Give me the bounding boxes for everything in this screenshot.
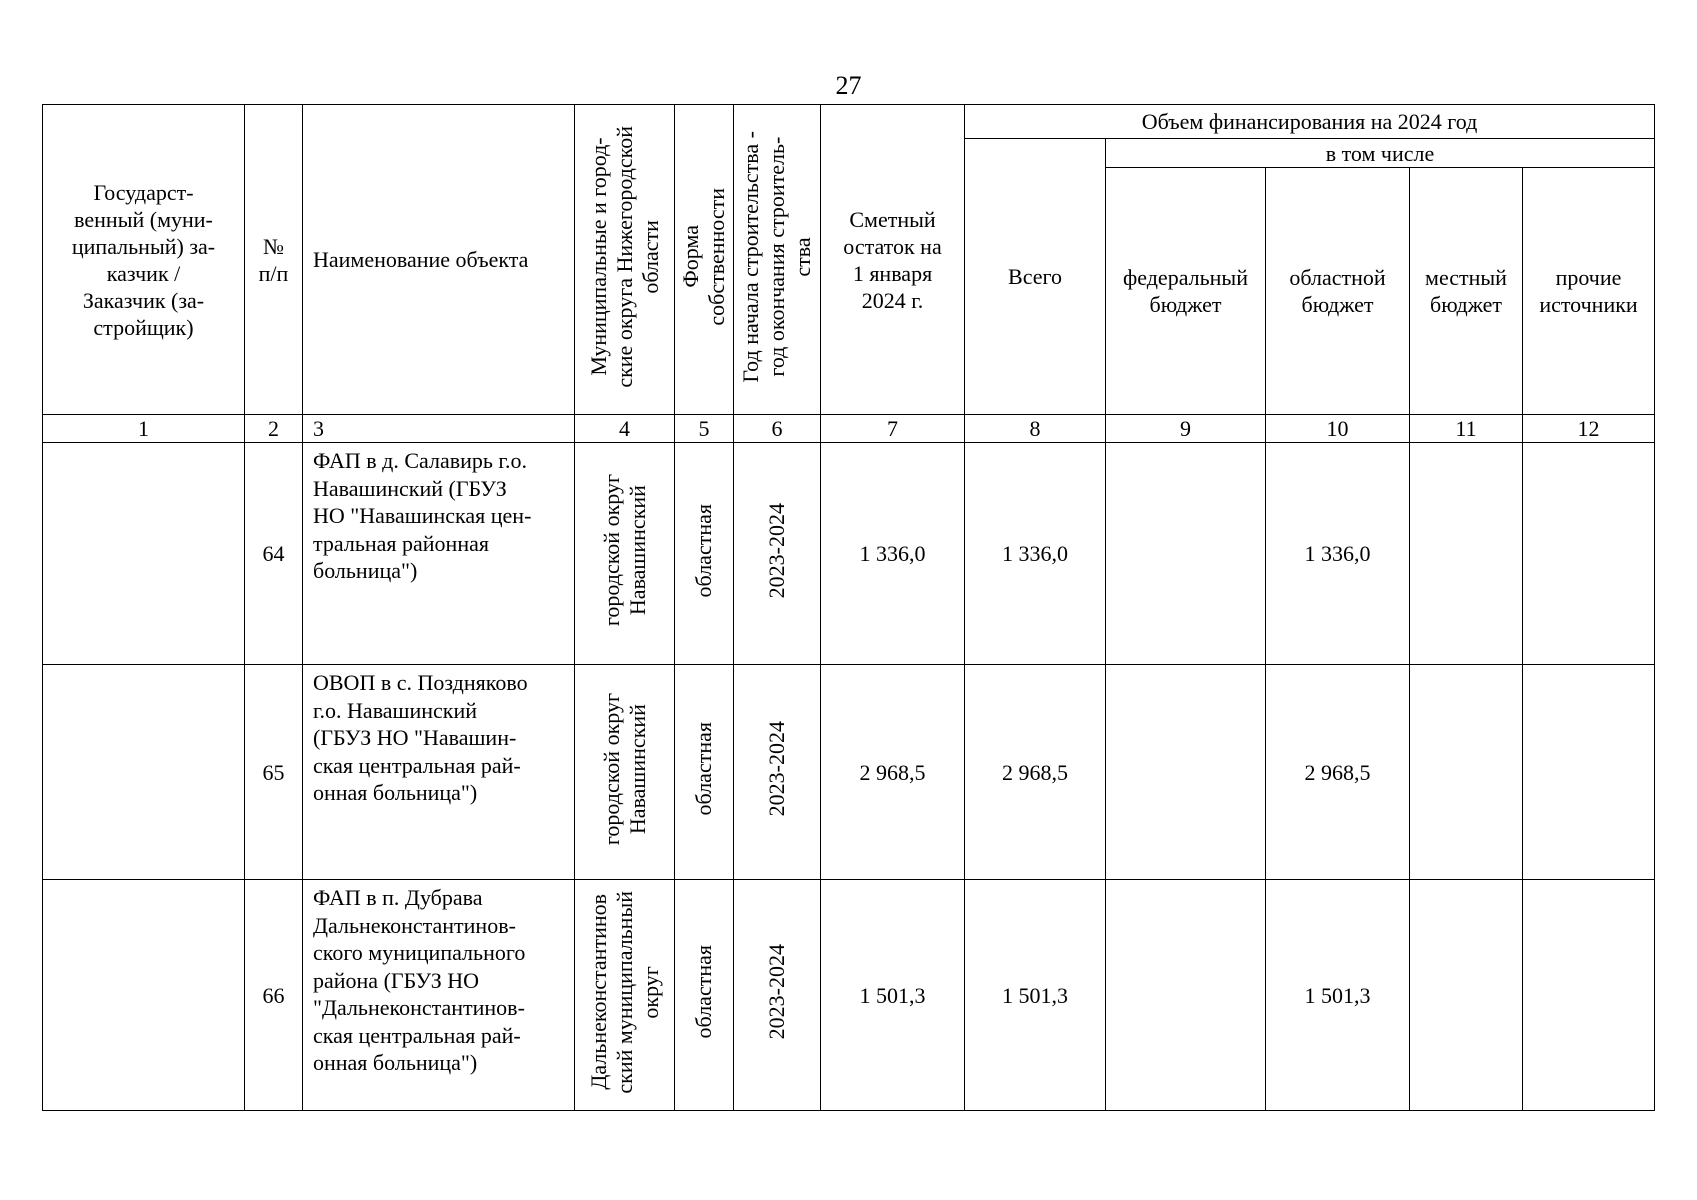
header-federal-text: федеральный бюджет [1123,265,1248,317]
row-object-name [303,665,575,880]
column-number: 9 [1106,415,1266,443]
row-num: 64 [245,443,303,665]
header-estimate [821,105,965,415]
header-funding [965,105,1655,139]
column-number-row [43,415,1655,443]
row-object-name-text: ФАП в д. Салавирь г.о. Навашинский (ГБУЗ НО "Навашинская цен- тральная районная больница") [313,448,532,583]
row-municipality [575,880,675,1111]
column-number: 6 [734,415,821,443]
row-customer [43,665,245,880]
row-years-text: 2023-2024 [764,944,789,1040]
row-regional: 2 968,5 [1266,665,1410,880]
header-customer [43,105,245,415]
header-municipality [575,105,675,415]
row-federal [1106,665,1266,880]
header-ownership [675,105,734,415]
row-total: 2 968,5 [965,665,1106,880]
header-estimate-text: Сметный остаток на 1 января 2024 г. [843,206,942,313]
row-regional: 1 501,3 [1266,880,1410,1111]
row-num: 65 [245,665,303,880]
header-other [1523,168,1655,415]
row-years [734,665,821,880]
header-including [1106,139,1655,168]
header-num [245,105,303,415]
row-other [1523,880,1655,1111]
page-number: 27 [835,71,862,100]
row-estimate: 1 336,0 [821,443,965,665]
header-years-text: Год начала строительства - год окончания строитель- ства [738,130,815,383]
row-municipality-text: Дальнеконстантинов ский муниципальный округ [585,890,663,1094]
header-municipality-text: Муниципальные и город- ские округа Нижегородской области [585,125,663,388]
table-row [43,665,1655,880]
row-object-name-text: ФАП в п. Дубрава Дальнеконстантинов- ского муниципального района (ГБУЗ НО "Дальнеконстантинов- ская центральная рай- онная больница") [313,885,526,1075]
column-number: 3 [303,415,575,443]
header-total-text: Всего [1008,264,1062,289]
row-ownership [675,443,734,665]
header-object-name-text: Наименование объекта [313,247,529,272]
header-num-text: № п/п [258,233,289,286]
header-years [734,105,821,415]
row-ownership-text: областная [691,503,716,598]
row-estimate: 2 968,5 [821,665,965,880]
row-municipality [575,443,675,665]
header-local-text: местный бюджет [1425,265,1507,317]
row-municipality [575,665,675,880]
row-estimate: 1 501,3 [821,880,965,1111]
header-local [1410,168,1523,415]
column-number: 4 [575,415,675,443]
column-number: 12 [1523,415,1655,443]
header-customer-text: Государст- венный (муни- ципальный) за- казчик / Заказчик (за- стройщик) [71,179,216,340]
row-other [1523,443,1655,665]
header-total [965,139,1106,415]
row-municipality-text: городской округ Навашинский [598,692,650,846]
header-federal [1106,168,1266,415]
row-object-name-text: ОВОП в с. Поздняково г.о. Навашинский (ГБУЗ НО "Навашин- ская центральная рай- онная больница") [313,670,528,805]
column-number: 7 [821,415,965,443]
row-total: 1 501,3 [965,880,1106,1111]
row-object-name [303,443,575,665]
header-regional-text: областной бюджет [1289,265,1386,317]
row-years-text: 2023-2024 [764,721,789,817]
row-ownership-text: областная [691,945,716,1039]
row-years [734,880,821,1111]
row-years-text: 2023-2024 [764,502,789,599]
header-funding-text: Объем финансирования на 2024 год [1141,109,1478,134]
row-other [1523,665,1655,880]
financing-table [42,104,1655,1111]
row-customer [43,880,245,1111]
row-customer [43,443,245,665]
column-number: 5 [675,415,734,443]
row-municipality-text: городской округ Навашинский [598,474,650,627]
column-number: 1 [43,415,245,443]
row-local [1410,665,1523,880]
row-years [734,443,821,665]
row-num: 66 [245,880,303,1111]
header-ownership-text: Форма собственности [678,187,729,326]
header-object-name [303,105,575,415]
row-total: 1 336,0 [965,443,1106,665]
row-federal [1106,880,1266,1111]
row-object-name [303,880,575,1111]
header-regional [1266,168,1410,415]
row-local [1410,443,1523,665]
table-row [43,443,1655,665]
column-number: 8 [965,415,1106,443]
row-regional: 1 336,0 [1266,443,1410,665]
row-ownership [675,880,734,1111]
header-including-text: в том числе [1325,140,1435,166]
row-ownership [675,665,734,880]
header-other-text: прочие источники [1539,265,1638,317]
row-local [1410,880,1523,1111]
column-number: 11 [1410,415,1523,443]
row-ownership-text: областная [691,722,716,816]
table-row [43,880,1655,1111]
row-federal [1106,443,1266,665]
column-number: 10 [1266,415,1410,443]
column-number: 2 [245,415,303,443]
